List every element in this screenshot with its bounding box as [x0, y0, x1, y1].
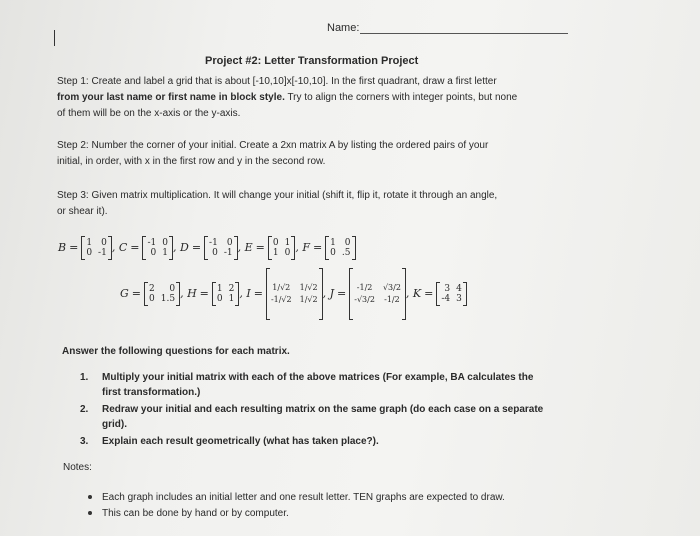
step-2-text	[57, 138, 577, 170]
step-1-line-2-bold: from your last name or first name in block style.	[57, 92, 285, 103]
matrix-d: D = -1 0 0 -1	[180, 241, 238, 254]
question-2: 2. Redraw your initial and each resulting matrix on the same graph (do each case on a separate grid).	[80, 404, 544, 430]
matrix-k: K = 3 4 -4 3	[413, 287, 467, 300]
notes-label: Notes:	[63, 462, 92, 473]
step-1-line-2-rest: Try to align the corners with integer points, but none	[284, 92, 518, 103]
bullet-icon	[88, 495, 92, 499]
step-3-text	[57, 188, 577, 220]
matrix-f: F = 1 0 0 .5	[302, 241, 355, 254]
matrices-row-1: B = 1 0 0 -1 , C = -1 0 0 1 , D = -1 0 0 -1 , E = 0 1 1 0 , F = 1 0 0 .5	[58, 236, 356, 260]
step-2-line-1: Step 2: Number the corner of your initial. Create a 2xn matrix A by listing the ordered pairs of your	[57, 140, 489, 151]
matrix-i: I = 1/√2 1/√2 -1/√2 1/√2	[246, 287, 322, 300]
matrix-j: J = -1/2 √3/2 -√3/2 -1/2	[330, 287, 406, 300]
note-item: This can be done by hand or by computer.	[88, 506, 289, 521]
bullet-icon	[88, 511, 92, 515]
step-3-line-2: or shear it).	[57, 206, 108, 217]
name-blank-line	[360, 33, 568, 34]
matrix-h: H = 1 2 0 1	[187, 287, 239, 300]
matrix-c: C = -1 0 0 1	[119, 241, 173, 254]
name-label: Name:	[327, 22, 360, 34]
matrices-row-2: G = 2 0 0 1.5 , H = 1 2 0 1 , I = 1/√2 1/√2 -1/√2 1/√2 , J = -1/2 √3/2 -√3/2 -1/2 , K = 3 4 -4 3	[120, 268, 467, 320]
step-1-line-3: of them will be on the x-axis or the y-axis.	[57, 108, 241, 119]
note-item: Each graph includes an initial letter and one result letter. TEN graphs are expected to draw.	[88, 490, 505, 505]
matrix-b: B = 1 0 0 -1	[58, 241, 112, 254]
step-3-line-1: Step 3: Given matrix multiplication. It will change your initial (shift it, flip it, rotate it through an angle,	[57, 190, 498, 201]
matrix-g: G = 2 0 0 1.5	[120, 287, 180, 300]
matrix-e: E = 0 1 1 0	[245, 241, 296, 254]
text-cursor	[54, 30, 55, 46]
page-title: Project #2: Letter Transformation Project	[205, 55, 419, 67]
step-2-line-2: initial, in order, with x in the first row and y in the second row.	[57, 156, 326, 167]
step-1-text	[57, 74, 577, 122]
answer-heading: Answer the following questions for each matrix.	[62, 346, 290, 357]
question-3: 3. Explain each result geometrically (what has taken place?).	[80, 436, 379, 447]
step-1-line-1: Step 1: Create and label a grid that is about [-10,10]x[-10,10]. In the first quadrant, draw a first letter	[57, 76, 497, 87]
question-1: 1. Multiply your initial matrix with each of the above matrices (For example, BA calculates the first transformation.)	[80, 372, 534, 398]
